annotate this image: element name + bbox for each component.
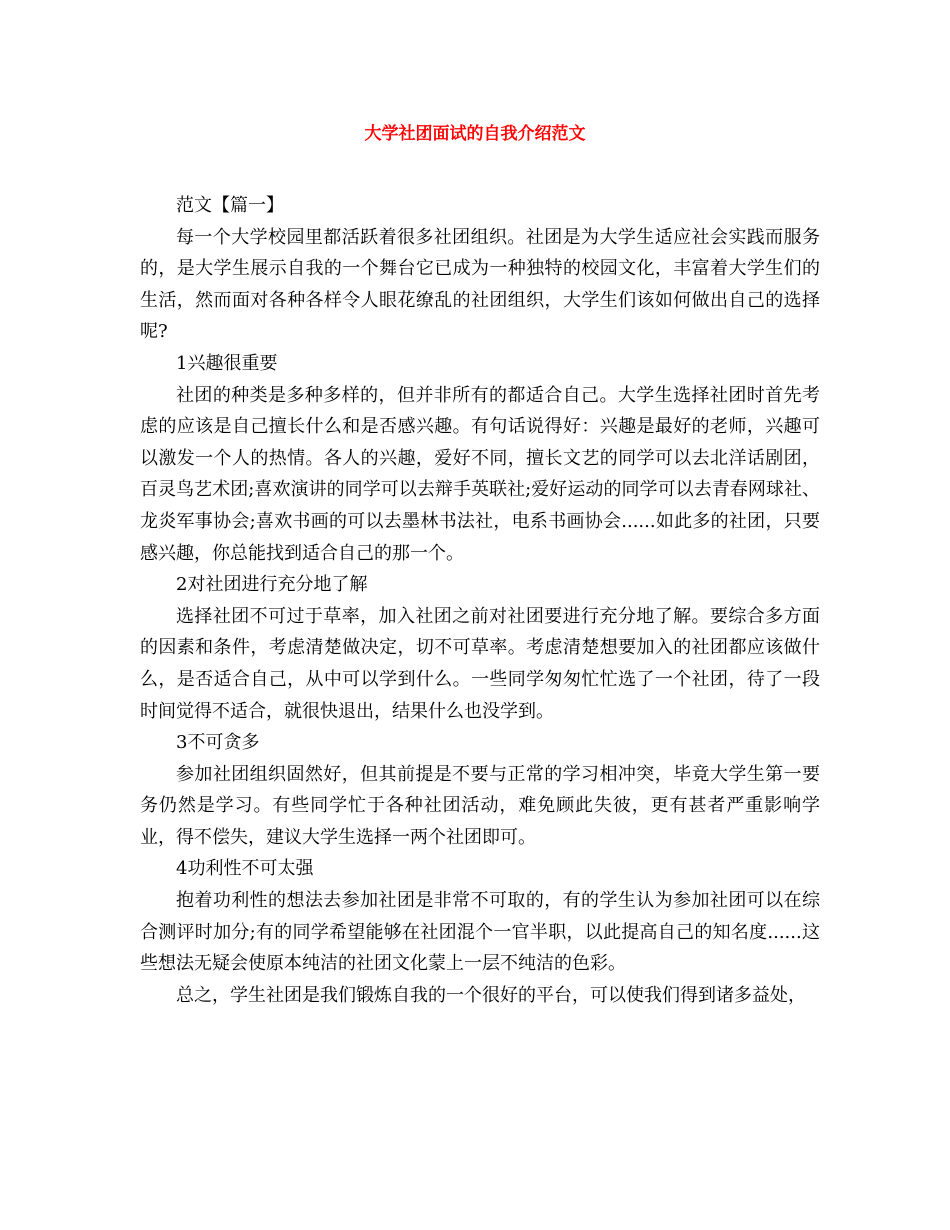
- paragraph-understand: 选择社团不可过于草率，加入社团之前对社团要进行充分地了解。要综合多方面的因素和条件，考虑清楚做决定，切不可草率。考虑清楚想要加入的社团都应该做什么，是否适合自己，从中可以学到什么。一些同学匆匆忙忙选了一个社团，待了一段时间觉得不适合，就很快退出，结果什么也没学到。: [140, 605, 820, 722]
- paragraph-not-greedy: 参加社团组织固然好，但其前提是不要与正常的学习相冲突，毕竟大学生第一要务仍然是学习。有些同学忙于各种社团活动，难免顾此失彼，更有甚者严重影响学业，得不偿失，建议大学生选择一两个社团即可。: [140, 763, 820, 848]
- heading-not-greedy: 3不可贪多: [176, 732, 260, 754]
- heading-interest: 1兴趣很重要: [176, 352, 278, 374]
- document-body: [140, 190, 820, 1011]
- paragraph-conclusion: 总之，学生社团是我们锻炼自我的一个很好的平台，可以使我们得到诸多益处，: [176, 984, 806, 1006]
- document-title: 大学社团面试的自我介绍范文: [364, 124, 586, 144]
- paragraph-intro: 每一个大学校园里都活跃着很多社团组织。社团是为大学生适应社会实践而服务的，是大学生展示自我的一个舞台它已成为一种独特的校园文化，丰富着大学生们的生活，然而面对各种各样令人眼花缭乱的社团组织，大学生们该如何做出自己的选择呢?: [140, 226, 820, 343]
- heading-utilitarian: 4功利性不可太强: [176, 858, 314, 880]
- heading-understand: 2对社团进行充分地了解: [176, 574, 368, 596]
- paragraph-interest: 社团的种类是多种多样的，但并非所有的都适合自己。大学生选择社团时首先考虑的应该是自己擅长什么和是否感兴趣。有句话说得好：兴趣是最好的老师，兴趣可以激发一个人的热情。各人的兴趣，爱好不同，擅长文艺的同学可以去北洋话剧团，百灵鸟艺术团;喜欢演讲的同学可以去辩手英联社;爱好运动的同学可以去青春网球社、龙炎军事协会;喜欢书画的可以去墨林书法社，电系书画协会......如此多的社团，只要感兴趣，你总能找到适合自己的那一个。: [140, 384, 820, 564]
- section-label: 范文【篇一】: [176, 195, 284, 216]
- paragraph-utilitarian: 抱着功利性的想法去参加社团是非常不可取的，有的学生认为参加社团可以在综合测评时加分;有的同学希望能够在社团混个一官半职，以此提高自己的知名度......这些想法无疑会使原本纯洁的社团文化蒙上一层不纯洁的色彩。: [140, 890, 820, 975]
